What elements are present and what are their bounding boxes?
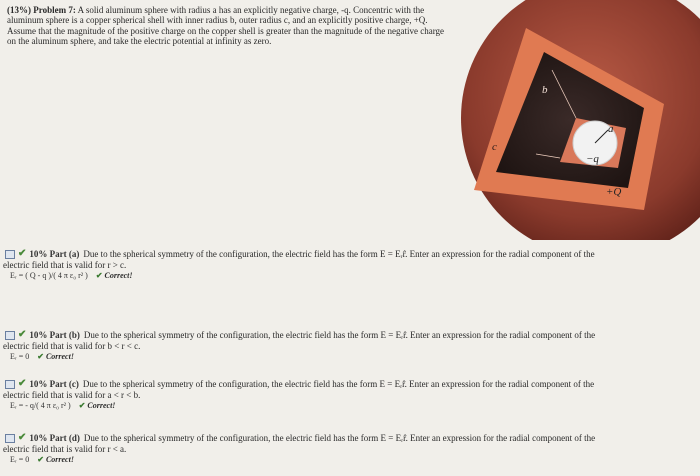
part-c-text2: electric field that is valid for a < r < b. — [3, 389, 141, 400]
part-a-label: 10% Part (a) — [29, 249, 80, 259]
part-c-text: Due to the spherical symmetry of the configuration, the electric field has the form E = Eᵣr̂. Enter an expression for the radial component of the — [82, 379, 595, 389]
label-a: a — [608, 123, 614, 135]
check-icon: ✔ — [18, 378, 27, 389]
label-inner-charge: −q — [586, 153, 599, 165]
part-c-header — [3, 379, 693, 390]
part-c-status: Correct! — [87, 401, 116, 410]
part-a-expression: Eᵣ = ( Q - q )/( 4 π ε₀ r² ) — [10, 271, 88, 280]
correct-check-icon: ✔ — [37, 352, 44, 361]
check-icon: ✔ — [18, 329, 27, 340]
check-icon: ✔ — [18, 432, 27, 443]
problem-statement — [7, 5, 445, 46]
expand-icon[interactable] — [5, 380, 15, 389]
part-c — [3, 379, 693, 412]
part-d-label: 10% Part (d) — [29, 433, 80, 443]
part-d-expression: Eᵣ = 0 — [10, 455, 30, 464]
part-c-expression: Eᵣ = - q/( 4 π ε₀ r² ) — [10, 401, 71, 410]
part-d-header — [3, 433, 693, 444]
part-d-answer — [3, 455, 693, 466]
part-b-answer — [3, 352, 693, 363]
problem-text: A solid aluminum sphere with radius a has an explicitly negative charge, -q. Concentric with the aluminum sphere is a copper spherical shell with inner radius b, outer radius c, and an explicitly positive charge, +Q. Assume that the magnitude of the positive charge on the copper shell is greater than the magnitude of the negative charge on the aluminum sphere, and take the electric potential at infinity as zero. — [7, 5, 445, 46]
part-d-text: Due to the spherical symmetry of the configuration, the electric field has the form E = Eᵣr̂. Enter an expression for the radial component of the — [83, 433, 596, 443]
part-b-label: 10% Part (b) — [29, 330, 80, 340]
part-a — [3, 249, 693, 282]
expand-icon[interactable] — [5, 250, 15, 259]
part-a-text2: electric field that is valid for r > c. — [3, 259, 127, 270]
problem-title: (13%) Problem 7: — [7, 5, 76, 15]
part-b-header — [3, 330, 693, 341]
correct-check-icon: ✔ — [78, 401, 86, 410]
part-d — [3, 433, 693, 466]
part-b-text2: electric field that is valid for b < r < c. — [3, 340, 141, 351]
part-a-status: Correct! — [104, 271, 133, 280]
sphere-figure — [456, 0, 700, 240]
part-a-text: Due to the spherical symmetry of the configuration, the electric field has the form E = Eᵣr̂. Enter an expression for the radial component of the — [83, 249, 595, 259]
part-a-answer — [3, 271, 693, 282]
label-c: c — [492, 141, 497, 153]
sphere-diagram — [456, 0, 700, 240]
expand-icon[interactable] — [5, 434, 15, 443]
label-outer-charge: +Q — [606, 186, 622, 198]
part-b-status: Correct! — [45, 352, 74, 361]
part-c-answer — [3, 401, 693, 412]
expand-icon[interactable] — [5, 331, 15, 340]
part-d-status: Correct! — [45, 455, 74, 464]
part-b — [3, 330, 693, 363]
correct-check-icon: ✔ — [95, 271, 103, 280]
check-icon: ✔ — [18, 248, 27, 259]
part-b-expression: Eᵣ = 0 — [10, 352, 30, 361]
part-c-label: 10% Part (c) — [29, 379, 79, 389]
correct-check-icon: ✔ — [37, 455, 44, 464]
part-d-text2: electric field that is valid for r < a. — [3, 443, 127, 454]
part-b-text: Due to the spherical symmetry of the configuration, the electric field has the form E = Eᵣr̂. Enter an expression for the radial component of the — [83, 330, 596, 340]
label-b: b — [542, 84, 548, 96]
part-a-header — [3, 249, 693, 260]
